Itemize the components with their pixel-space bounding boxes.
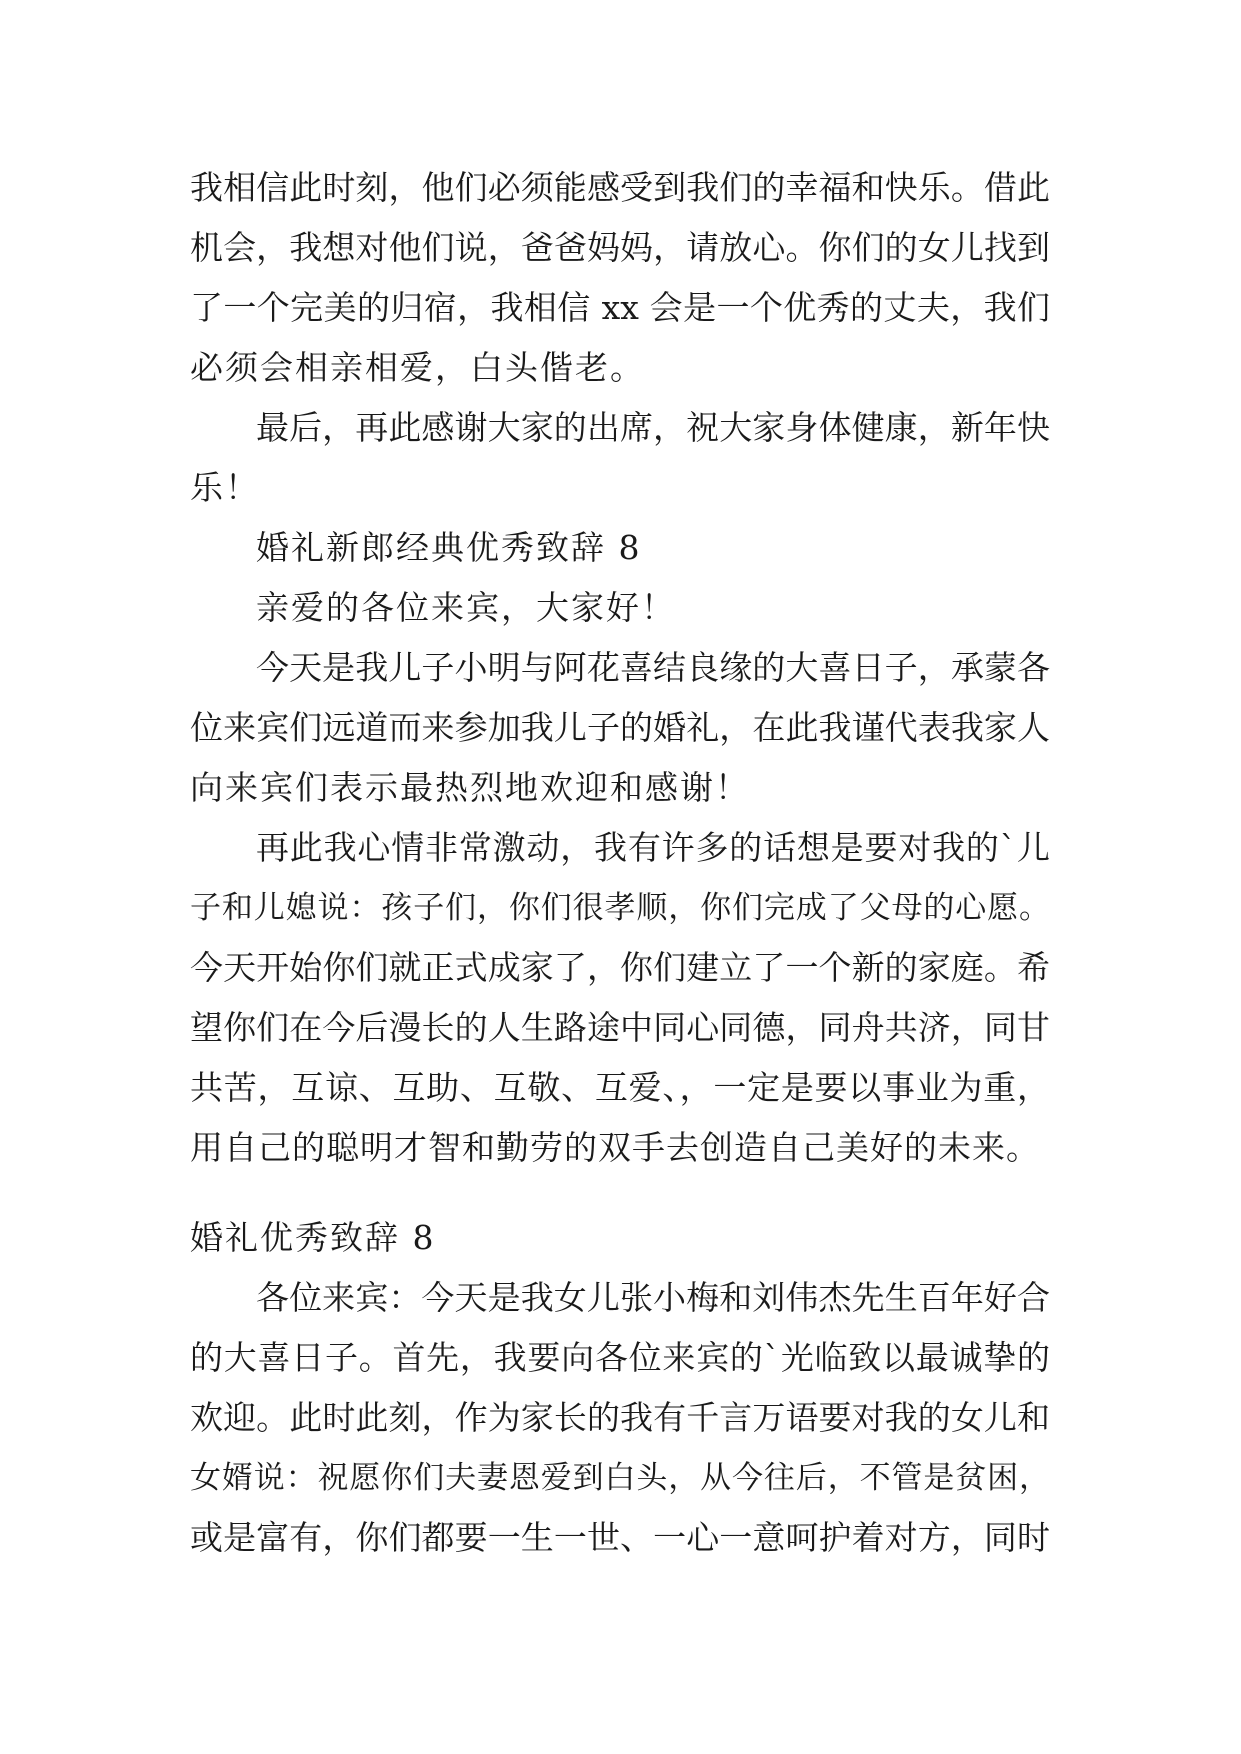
text-line: 了一个完美的归宿，我相信 xx 会是一个优秀的丈夫，我们 (190, 288, 1050, 327)
text-line: 望你们在今后漫长的人生路途中同心同德，同舟共济，同甘 (190, 1008, 1050, 1047)
text-line: 用自己的聪明才智和勤劳的双手去创造自己美好的未来。 (190, 1128, 1040, 1167)
text-line: 位来宾们远道而来参加我儿子的婚礼，在此我谨代表我家人 (190, 708, 1050, 747)
text-line: 女婿说：祝愿你们夫妻恩爱到白头，从今往后，不管是贫困， (190, 1460, 1050, 1496)
text-line: 子和儿媳说：孩子们，你们很孝顺，你们完成了父母的心愿。 (190, 890, 1050, 926)
text-line: 最后，再此感谢大家的出席，祝大家身体健康，新年快 (256, 408, 1050, 447)
text-line: 的大喜日子。首先，我要向各位来宾的`光临致以最诚挚的 (190, 1338, 1050, 1377)
text-line: 必须会相亲相爱，白头偕老。 (190, 348, 645, 387)
text-line: 欢迎。此时此刻，作为家长的我有千言万语要对我的女儿和 (190, 1398, 1050, 1437)
text-line: 今天是我儿子小明与阿花喜结良缘的大喜日子，承蒙各 (256, 648, 1050, 687)
section-heading: 婚礼优秀致辞 8 (190, 1218, 436, 1257)
text-line: 乐！ (190, 468, 260, 507)
text-line: 我相信此时刻，他们必须能感受到我们的幸福和快乐。借此 (190, 168, 1050, 207)
text-line: 今天开始你们就正式成家了，你们建立了一个新的家庭。希 (190, 948, 1050, 987)
text-line: 再此我心情非常激动，我有许多的话想是要对我的`儿 (256, 828, 1050, 867)
text-line: 机会，我想对他们说，爸爸妈妈，请放心。你们的女儿找到 (190, 228, 1050, 267)
text-line: 或是富有，你们都要一生一世、一心一意呵护着对方，同时 (190, 1518, 1050, 1557)
text-line: 共苦，互谅、互助、互敬、互爱、，一定是要以事业为重， (190, 1068, 1050, 1107)
text-line: 向来宾们表示最热烈地欢迎和感谢！ (190, 768, 750, 807)
section-heading: 婚礼新郎经典优秀致辞 8 (256, 528, 642, 567)
text-line: 各位来宾：今天是我女儿张小梅和刘伟杰先生百年好合 (256, 1278, 1050, 1317)
greeting-line: 亲爱的各位来宾，大家好！ (256, 588, 676, 627)
